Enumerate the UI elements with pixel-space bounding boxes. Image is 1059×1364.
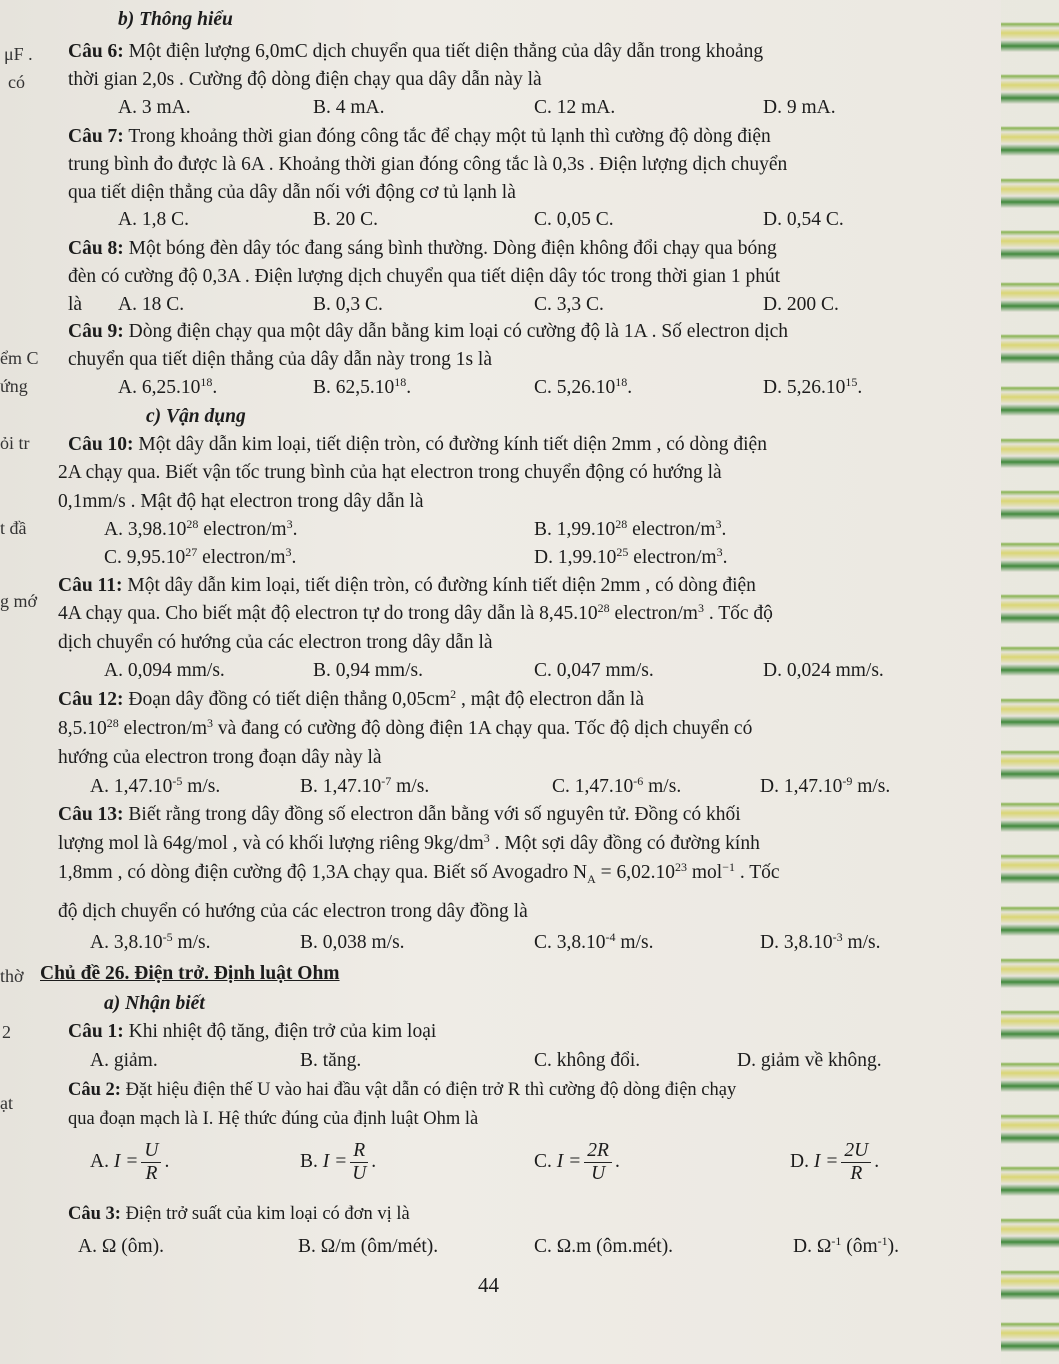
exponent: 28: [106, 716, 119, 730]
fraction: [350, 1140, 368, 1185]
exponent: 28: [597, 601, 610, 615]
answer-formula: [300, 1140, 376, 1185]
answer-option: A. giảm.: [90, 1050, 158, 1071]
question-label: Câu 10:: [68, 434, 134, 455]
question-text: Khi nhiệt độ tăng, điện trở của kim loại: [123, 1021, 437, 1042]
margin-text: μF .: [4, 44, 33, 64]
unit: m/s.: [391, 776, 430, 797]
question-label: Câu 1:: [68, 1021, 124, 1042]
answer-option: C. 3,3 C.: [534, 294, 604, 315]
answer-option: C. 12 mA.: [534, 97, 616, 118]
topic-question-2: [68, 1078, 736, 1102]
question-text: qua đoạn mạch là I. Hệ thức đúng của định luật Ohm là: [68, 1109, 479, 1129]
question-text: thời gian 2,0s . Cường độ dòng điện chạy qua dây dẫn này là: [68, 69, 542, 90]
question-12: [58, 688, 644, 712]
topic-question-1: [68, 1020, 436, 1044]
margin-text: thờ: [0, 966, 24, 986]
question-label: Câu 12:: [58, 689, 124, 710]
option-value: B. 1,99.10: [534, 519, 616, 540]
answer-formula: [90, 1140, 169, 1185]
option-value: D. 5,26.10: [763, 377, 846, 398]
question-13: [58, 803, 741, 827]
topic-question-3: [68, 1202, 410, 1226]
option-value: B. 1,47.10: [300, 776, 382, 797]
denominator: U: [352, 1163, 367, 1184]
exponent: -5: [162, 930, 173, 944]
answer-option: [760, 775, 890, 799]
question-label: Câu 2:: [68, 1080, 121, 1100]
answer-option: B. tăng.: [300, 1050, 362, 1071]
answer-option: A. 6,25.10$^{18}$.: [118, 375, 218, 398]
question-label: Câu 6:: [68, 41, 124, 62]
numerator: 2R: [584, 1140, 612, 1163]
question-11: [58, 574, 756, 598]
section-heading: b) Thông hiểu: [118, 9, 233, 30]
question-label: Câu 13:: [58, 804, 124, 825]
question-text: dịch chuyển có hướng của các electron trong dây dẫn là: [58, 632, 493, 653]
denominator: U: [591, 1163, 606, 1184]
answer-option: C. 5,26.10$^{18}$.: [534, 375, 633, 398]
option-value: C. 1,47.10: [552, 776, 634, 797]
question-text: [58, 861, 780, 891]
numerator: U: [141, 1140, 161, 1163]
fraction: [141, 1140, 161, 1185]
question-text: qua tiết diện thẳng của dây dẫn nối với động cơ tủ lạnh là: [68, 182, 516, 203]
answer-option: B. 4 mA.: [313, 97, 385, 118]
exponent: -1: [877, 1234, 888, 1248]
margin-text: ứng: [0, 376, 28, 396]
exponent: -7: [381, 774, 392, 788]
option-value: (ôm: [841, 1236, 878, 1257]
answer-option: [90, 775, 220, 799]
exponent: 18: [615, 375, 628, 389]
punctuation: ).: [887, 1236, 899, 1257]
margin-text: ểm C: [0, 348, 39, 368]
text-part: electron/m: [118, 718, 208, 739]
question-9: [68, 320, 788, 344]
question-label: Câu 8:: [68, 238, 124, 259]
question-label: Câu 7:: [68, 126, 124, 147]
fraction: [584, 1140, 612, 1185]
option-value: D. Ω: [793, 1236, 832, 1257]
exponent: 3: [286, 517, 293, 531]
question-text: Một bóng đèn dây tóc đang sáng bình thường. Dòng điện không đổi chạy qua bóng: [123, 238, 777, 259]
question-text: là: [68, 294, 83, 315]
option-value: C. 9,95.10: [104, 547, 186, 568]
answer-option: [90, 931, 211, 955]
answer-option: A. 1,8 C.: [118, 209, 189, 230]
answer-option: D. 1,99.10$^{25}$ electron/$m^3$.: [534, 545, 728, 568]
text-part: và đang có cường độ dòng điện 1A chạy qua. Tốc độ dịch chuyển có: [213, 718, 753, 739]
formula-lhs: I =: [113, 1150, 139, 1172]
answer-option: D. 0,54 C.: [763, 209, 844, 230]
question-text: Biết rằng trong dây đồng số electron dẫn bằng với số nguyên tử. Đồng có khối: [123, 804, 741, 825]
exponent: 3: [715, 517, 722, 531]
answer-formula: [790, 1140, 879, 1185]
unit: m/s.: [842, 932, 881, 953]
exponent: 3: [697, 601, 704, 615]
answer-option: [793, 1235, 899, 1259]
answer-option: [300, 775, 429, 799]
punctuation: .: [164, 1150, 170, 1172]
option-label: C.: [534, 1150, 552, 1172]
fraction: [841, 1140, 871, 1185]
exponent: −1: [722, 860, 735, 874]
exponent: 2: [450, 687, 457, 701]
unit: m/s.: [182, 776, 221, 797]
section-heading: a) Nhận biết: [104, 993, 205, 1014]
answer-option: A. Ω (ôm).: [78, 1236, 164, 1257]
answer-option: [552, 775, 681, 799]
text-part: 1,8mm , có dòng điện cường độ 1,3A chạy qua. Biết số Avogadro N: [58, 862, 588, 883]
answer-option: D. 5,26.10$^{15}$.: [763, 375, 863, 398]
answer-option: B. 0,3 C.: [313, 294, 383, 315]
text-part: , mật độ electron dẫn là: [456, 689, 644, 710]
answer-option: C. 0,05 C.: [534, 209, 614, 230]
answer-option: A. 3,98.10$^{28}$ electron/$m^3$.: [104, 517, 298, 540]
question-text: Dòng điện chạy qua một dây dẫn bằng kim loại có cường độ là 1A . Số electron dịch: [123, 321, 789, 342]
answer-formula: [534, 1140, 620, 1185]
exponent: 3: [716, 545, 723, 559]
answer-option: A. 0,094 mm/s.: [104, 660, 225, 681]
denominator: R: [145, 1163, 158, 1184]
exponent: 18: [394, 375, 407, 389]
question-label: Câu 3:: [68, 1204, 121, 1224]
punctuation: .: [614, 1150, 620, 1172]
section-heading: c) Vận dụng: [146, 406, 246, 427]
answer-option: A. 3 mA.: [118, 97, 191, 118]
unit: electron/m: [198, 519, 287, 540]
answer-option: D. 0,024 mm/s.: [763, 660, 884, 681]
unit: m/s.: [643, 776, 682, 797]
text-part: 4A chạy qua. Cho biết mật độ electron tự do trong dây dẫn là 8,45.10: [58, 603, 598, 624]
unit: m/s.: [172, 932, 211, 953]
answer-option: B. 0,038 m/s.: [300, 932, 405, 953]
question-text: Điện trở suất của kim loại có đơn vị là: [120, 1204, 410, 1224]
exponent: -1: [831, 1234, 842, 1248]
exponent: 23: [675, 860, 687, 874]
question-8: [68, 237, 777, 261]
exponent: -3: [832, 930, 843, 944]
exponent: 3: [207, 716, 214, 730]
answer-option: B. 62,5.10$^{18}$.: [313, 375, 412, 398]
numerator: 2U: [841, 1140, 871, 1163]
option-value: C. 5,26.10: [534, 377, 616, 398]
option-value: D. 1,47.10: [760, 776, 843, 797]
subscript: A: [587, 871, 596, 886]
margin-text: g mớ: [0, 591, 38, 611]
answer-option: C. 0,047 mm/s.: [534, 660, 654, 681]
question-text: Trong khoảng thời gian đóng công tắc để chạy một tủ lạnh thì cường độ dòng điện: [123, 126, 771, 147]
exponent: 25: [616, 545, 629, 559]
option-value: B. 62,5.10: [313, 377, 395, 398]
question-6: [68, 40, 763, 64]
question-text: 0,1mm/s . Mật độ hạt electron trong dây dẫn là: [58, 491, 424, 512]
unit: electron/m: [627, 519, 716, 540]
question-text: Một dây dẫn kim loại, tiết diện tròn, có đường kính tiết diện 2mm , có dòng điện: [122, 575, 756, 596]
option-label: B.: [300, 1150, 318, 1172]
text-part: . Tốc độ: [703, 603, 773, 624]
question-text: trung bình đo được là 6A . Khoảng thời gian đóng công tắc là 0,3s . Điện lượng dịch chuyển: [68, 154, 788, 175]
option-value: A. 3,8.10: [90, 932, 163, 953]
question-text: Đặt hiệu điện thế U vào hai đầu vật dẫn có điện trở R thì cường độ dòng điện chạy: [120, 1080, 737, 1100]
exponent: -4: [605, 930, 616, 944]
question-text: hướng của electron trong đoạn dây này là: [58, 747, 382, 768]
unit: electron/m: [628, 547, 717, 568]
option-value: D. 1,99.10: [534, 547, 617, 568]
unit: m/s.: [615, 932, 654, 953]
exponent: -5: [172, 774, 183, 788]
question-7: [68, 125, 771, 149]
answer-option: [760, 931, 881, 955]
option-label: D.: [790, 1150, 809, 1172]
question-text: Một dây dẫn kim loại, tiết diện tròn, có đường kính tiết diện 2mm , có dòng điện: [133, 434, 767, 455]
text-part: lượng mol là 64g/mol , và có khối lượng riêng 9kg/dm: [58, 833, 484, 854]
formula-lhs: I =: [556, 1150, 582, 1172]
exponent: 15: [845, 375, 858, 389]
text-part: . Tốc: [735, 862, 780, 883]
exponent: 27: [185, 545, 198, 559]
answer-option: D. giảm về không.: [737, 1050, 882, 1071]
question-label: Câu 9:: [68, 321, 124, 342]
exponent: 3: [483, 831, 490, 845]
option-value: A. 1,47.10: [90, 776, 173, 797]
margin-text: ạt: [0, 1093, 13, 1113]
topic-heading: Chủ đề 26. Điện trở. Định luật Ohm: [40, 963, 340, 984]
option-value: C. 3,8.10: [534, 932, 606, 953]
exponent: 3: [285, 545, 292, 559]
answer-option: A. 18 C.: [118, 294, 185, 315]
question-text: [58, 832, 760, 856]
unit: electron/m: [197, 547, 286, 568]
option-label: A.: [90, 1150, 109, 1172]
punctuation: .: [874, 1150, 880, 1172]
option-value: A. 3,98.10: [104, 519, 187, 540]
question-text: đèn có cường độ 0,3A . Điện lượng dịch chuyển qua tiết diện dây tóc trong thời gian 1 phút: [68, 266, 781, 287]
answer-option: [534, 931, 653, 955]
answer-option: C. 9,95.10$^{27}$ electron/$m^3$.: [104, 545, 297, 568]
punctuation: .: [371, 1150, 377, 1172]
numerator: R: [350, 1140, 368, 1163]
answer-option: C. Ω.m (ôm.mét).: [534, 1236, 674, 1257]
formula-lhs: I =: [322, 1150, 348, 1172]
text-part: Đoạn dây đồng có tiết diện thẳng 0,05cm: [123, 689, 451, 710]
unit: m/s.: [852, 776, 891, 797]
question-10: [68, 433, 767, 457]
text-part: 8,5.10: [58, 718, 107, 739]
answer-option: B. 20 C.: [313, 209, 379, 230]
exponent: 28: [615, 517, 628, 531]
answer-option: B. Ω/m (ôm/mét).: [298, 1236, 439, 1257]
text-part: mol: [687, 862, 723, 883]
answer-option: C. không đổi.: [534, 1050, 641, 1071]
formula-lhs: I =: [813, 1150, 839, 1172]
margin-text: ỏi tr: [0, 433, 30, 453]
answer-option: D. 9 mA.: [763, 97, 836, 118]
text-part: electron/m: [609, 603, 698, 624]
question-text: chuyển qua tiết diện thẳng của dây dẫn này trong 1s là: [68, 349, 492, 370]
page-edge-decoration: [1001, 0, 1059, 1364]
exponent: 18: [200, 375, 213, 389]
question-text: độ dịch chuyển có hướng của các electron trong dây đồng là: [58, 901, 528, 922]
question-text: Một điện lượng 6,0mC dịch chuyển qua tiết diện thẳng của dây dẫn trong khoảng: [123, 41, 764, 62]
exponent: 28: [186, 517, 199, 531]
exponent: -6: [633, 774, 644, 788]
answer-option: D. 200 C.: [763, 294, 839, 315]
text-part: = 6,02.10: [595, 862, 675, 883]
answer-option: B. 0,94 mm/s.: [313, 660, 423, 681]
question-text: 2A chạy qua. Biết vận tốc trung bình của hạt electron trong chuyển động có hướng là: [58, 462, 722, 483]
text-part: . Một sợi dây đồng có đường kính: [489, 833, 760, 854]
denominator: R: [850, 1163, 863, 1184]
exponent: -9: [842, 774, 853, 788]
question-text: [58, 717, 752, 741]
option-value: D. 3,8.10: [760, 932, 833, 953]
margin-text: t đầ: [0, 518, 27, 538]
question-label: Câu 11:: [58, 575, 123, 596]
page-number: 44: [478, 1273, 499, 1297]
question-text: [58, 602, 773, 626]
margin-text: 2: [2, 1022, 11, 1042]
option-value: A. 6,25.10: [118, 377, 201, 398]
answer-option: B. 1,99.10$^{28}$ electron/$m^3$.: [534, 517, 727, 540]
margin-text: có: [8, 72, 25, 92]
